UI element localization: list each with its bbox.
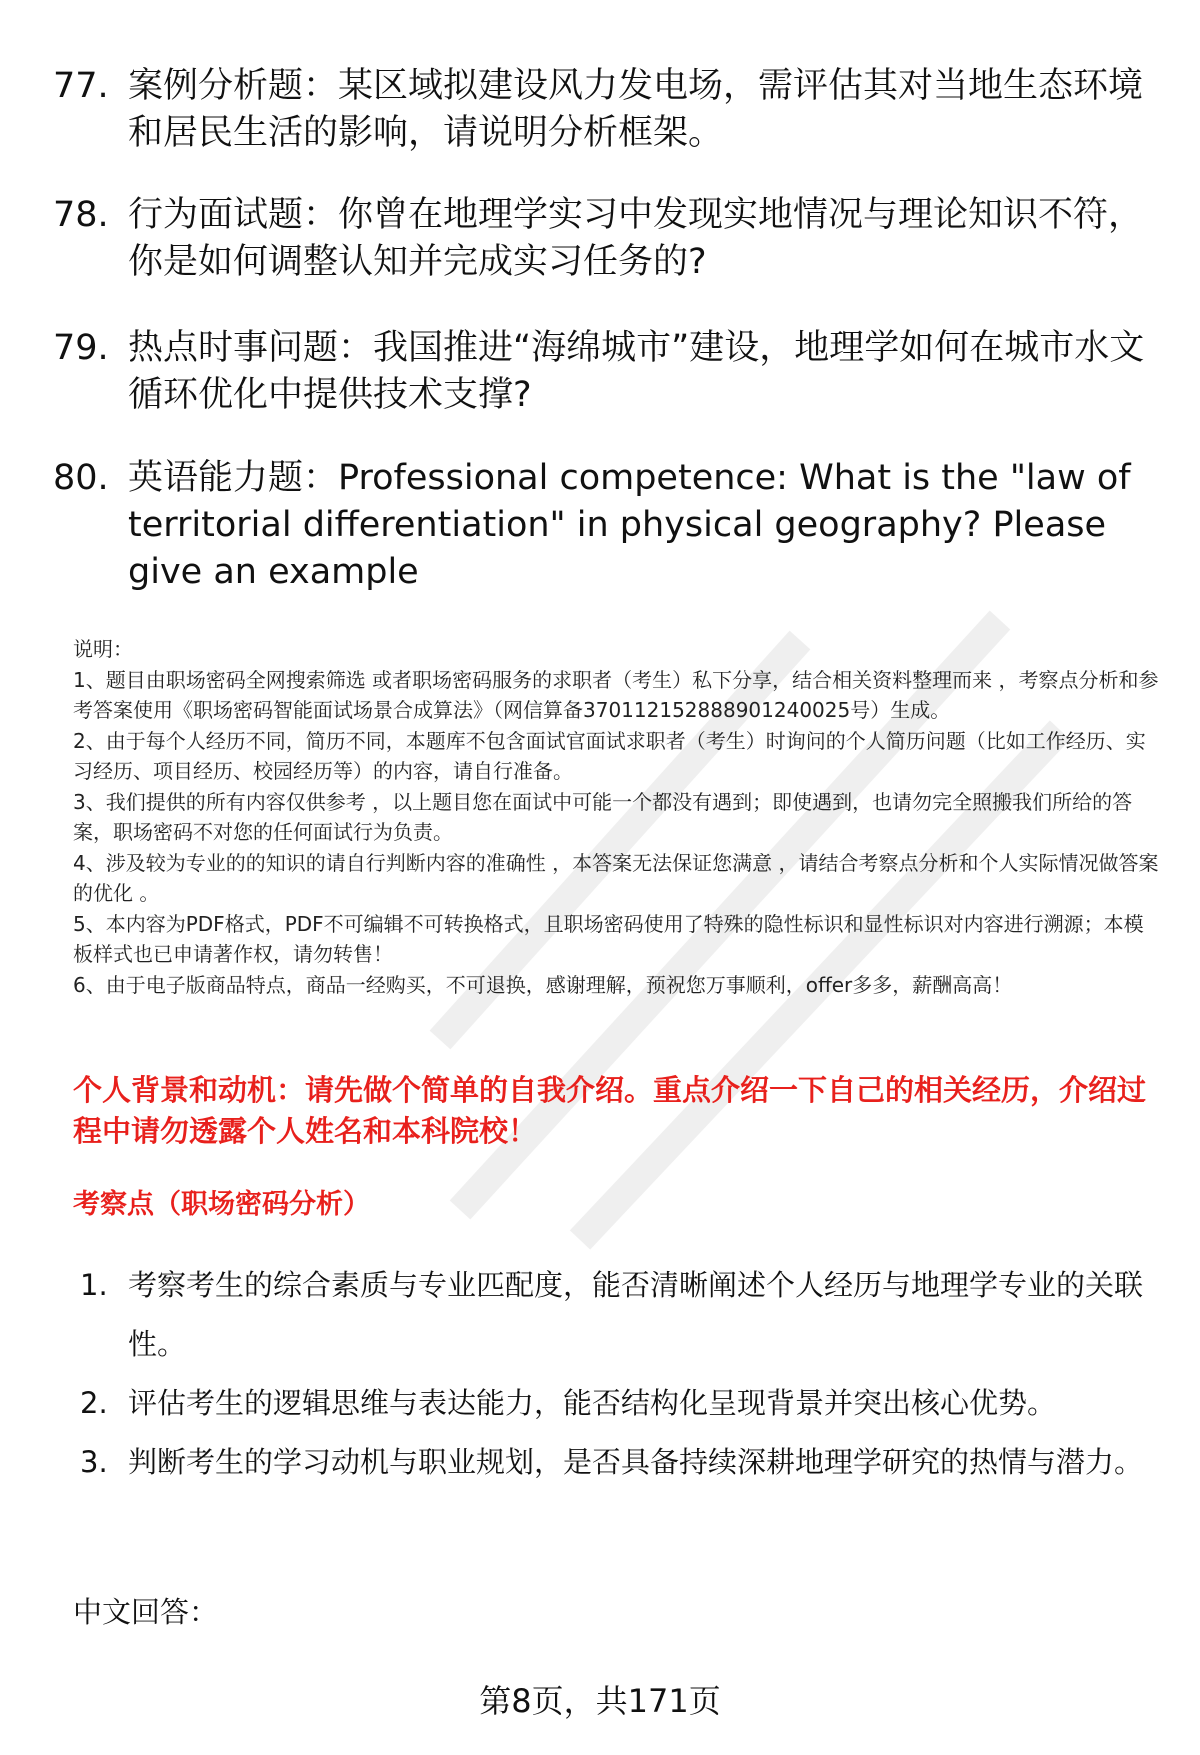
points-list <box>80 1256 1150 1492</box>
point-text: 判断考生的学习动机与职业规划，是否具备持续深耕地理学研究的热情与潜力。 <box>128 1445 1144 1479</box>
notes-section <box>73 634 1163 1000</box>
question-number: 80. <box>53 458 109 498</box>
point-number: 2. <box>80 1386 108 1420</box>
question-number: 78. <box>53 195 109 235</box>
question-77 <box>53 63 1153 157</box>
question-78 <box>53 192 1153 286</box>
point-item <box>80 1433 1150 1492</box>
note-item: 6、由于电子版商品特点，商品一经购买，不可退换，感谢理解，预祝您万事顺利，offer多多，薪酬高高！ <box>73 972 1013 997</box>
question-79 <box>53 325 1153 419</box>
points-heading: 考察点（职场密码分析） <box>73 1189 370 1220</box>
note-item: 2、由于每个人经历不同，简历不同，本题库不包含面试官面试求职者（考生）时询问的个人简历问题（比如工作经历、实习经历、项目经历、校园经历等）的内容，请自行准备。 <box>73 728 1146 783</box>
point-item <box>80 1374 1150 1433</box>
notes-title: 说明： <box>73 637 133 661</box>
question-number: 79. <box>53 328 109 368</box>
point-item <box>80 1256 1150 1374</box>
question-number: 77. <box>53 66 109 106</box>
question-80 <box>53 455 1153 596</box>
point-number: 3. <box>80 1445 108 1479</box>
answer-label: 中文回答： <box>73 1595 219 1629</box>
note-item: 5、本内容为PDF格式，PDF不可编辑不可转换格式，且职场密码使用了特殊的隐性标识和显性标识对内容进行溯源；本模板样式也已申请著作权，请勿转售！ <box>73 911 1144 966</box>
point-text: 考察考生的综合素质与专业匹配度，能否清晰阐述个人经历与地理学专业的关联性。 <box>128 1268 1144 1361</box>
note-item: 3、我们提供的所有内容仅供参考 ，以上题目您在面试中可能一个都没有遇到；即使遇到，也请勿完全照搬我们所给的答案，职场密码不对您的任何面试行为负责。 <box>73 789 1133 844</box>
point-number: 1. <box>80 1268 108 1302</box>
question-text: 英语能力题：Professional competence: What is the "law of territorial differentiation" in physical geography? Please give an example <box>128 458 1131 592</box>
note-item: 4、涉及较为专业的的知识的请自行判断内容的准确性 ，本答案无法保证您满意 ，请结合考察点分析和个人实际情况做答案的优化 。 <box>73 850 1159 905</box>
section-question-heading: 个人背景和动机：请先做个简单的自我介绍。重点介绍一下自己的相关经历，介绍过程中请勿透露个人姓名和本科院校！ <box>73 1073 1147 1148</box>
page-number: 第8页，共171页 <box>479 1682 721 1720</box>
point-text: 评估考生的逻辑思维与表达能力，能否结构化呈现背景并突出核心优势。 <box>128 1386 1057 1420</box>
question-text: 行为面试题：你曾在地理学实习中发现实地情况与理论知识不符，你是如何调整认知并完成实习任务的? <box>128 195 1144 282</box>
note-item: 1、题目由职场密码全网搜索筛选 或者职场密码服务的求职者（考生）私下分享，结合相关资料整理而来 ，考察点分析和参考答案使用《职场密码智能面试场景合成算法》（网信算备370112152888901240025号）生成。 <box>73 667 1159 722</box>
question-text: 案例分析题：某区域拟建设风力发电场，需评估其对当地生态环境和居民生活的影响，请说明分析框架。 <box>128 66 1144 153</box>
question-text: 热点时事问题：我国推进“海绵城市”建设，地理学如何在城市水文循环优化中提供技术支撑? <box>128 328 1145 415</box>
